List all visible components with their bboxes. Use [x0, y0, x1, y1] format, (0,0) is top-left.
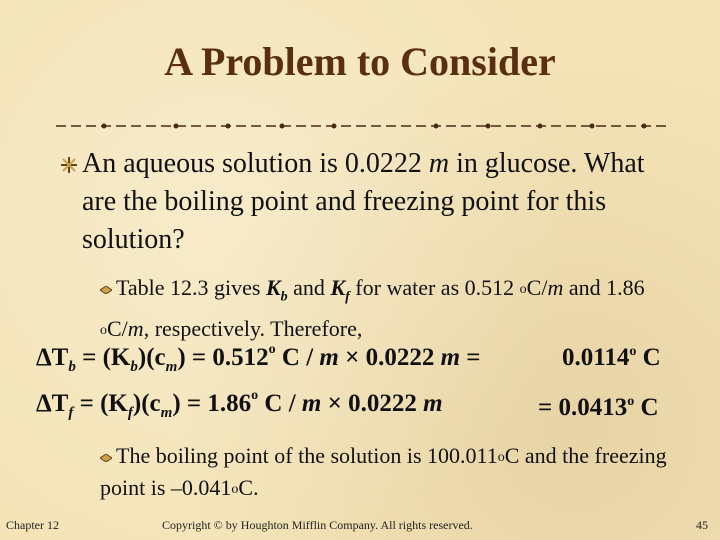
- equation-freezing-result: = $0.0413^o$ C: [538, 394, 659, 421]
- footer-page-number: 45: [696, 518, 708, 532]
- sub-bullet-table: Table 12.3 gives $K_b$ and $K_f$ for water as 0.512 $^o$C/m and 1.86 $^o$C/m, respectively. Therefore,: [100, 275, 645, 342]
- star-bullet-icon: [60, 156, 78, 174]
- equation-freezing: $\Delta T_f = (K_f)(c_m) = 1.86^o$ C / m × 0.0222 m: [36, 388, 443, 421]
- diamond-bullet-icon: [100, 286, 112, 294]
- diamond-bullet-icon: [100, 454, 112, 462]
- footer-copyright: Copyright © by Houghton Mifflin Company. All rights reserved.: [162, 518, 473, 532]
- decorative-divider: [56, 120, 666, 132]
- equation-boiling-result: 0.0114$^o$ C: [562, 344, 661, 371]
- slide-title: A Problem to Consider: [164, 39, 556, 84]
- equation-boiling: $\Delta T_b = (K_b)(c_m) = 0.512^o$ C / m × 0.0222 m =: [36, 342, 481, 375]
- main-question: An aqueous solution is 0.0222 m in glucose. What are the boiling point and freezing point for this solution?: [82, 148, 645, 255]
- footer-chapter: Chapter 12: [6, 518, 59, 532]
- sub-bullet-conclusion: The boiling point of the solution is 100.011$^o$C and the freezing point is –0.041$^o$C.: [100, 443, 667, 500]
